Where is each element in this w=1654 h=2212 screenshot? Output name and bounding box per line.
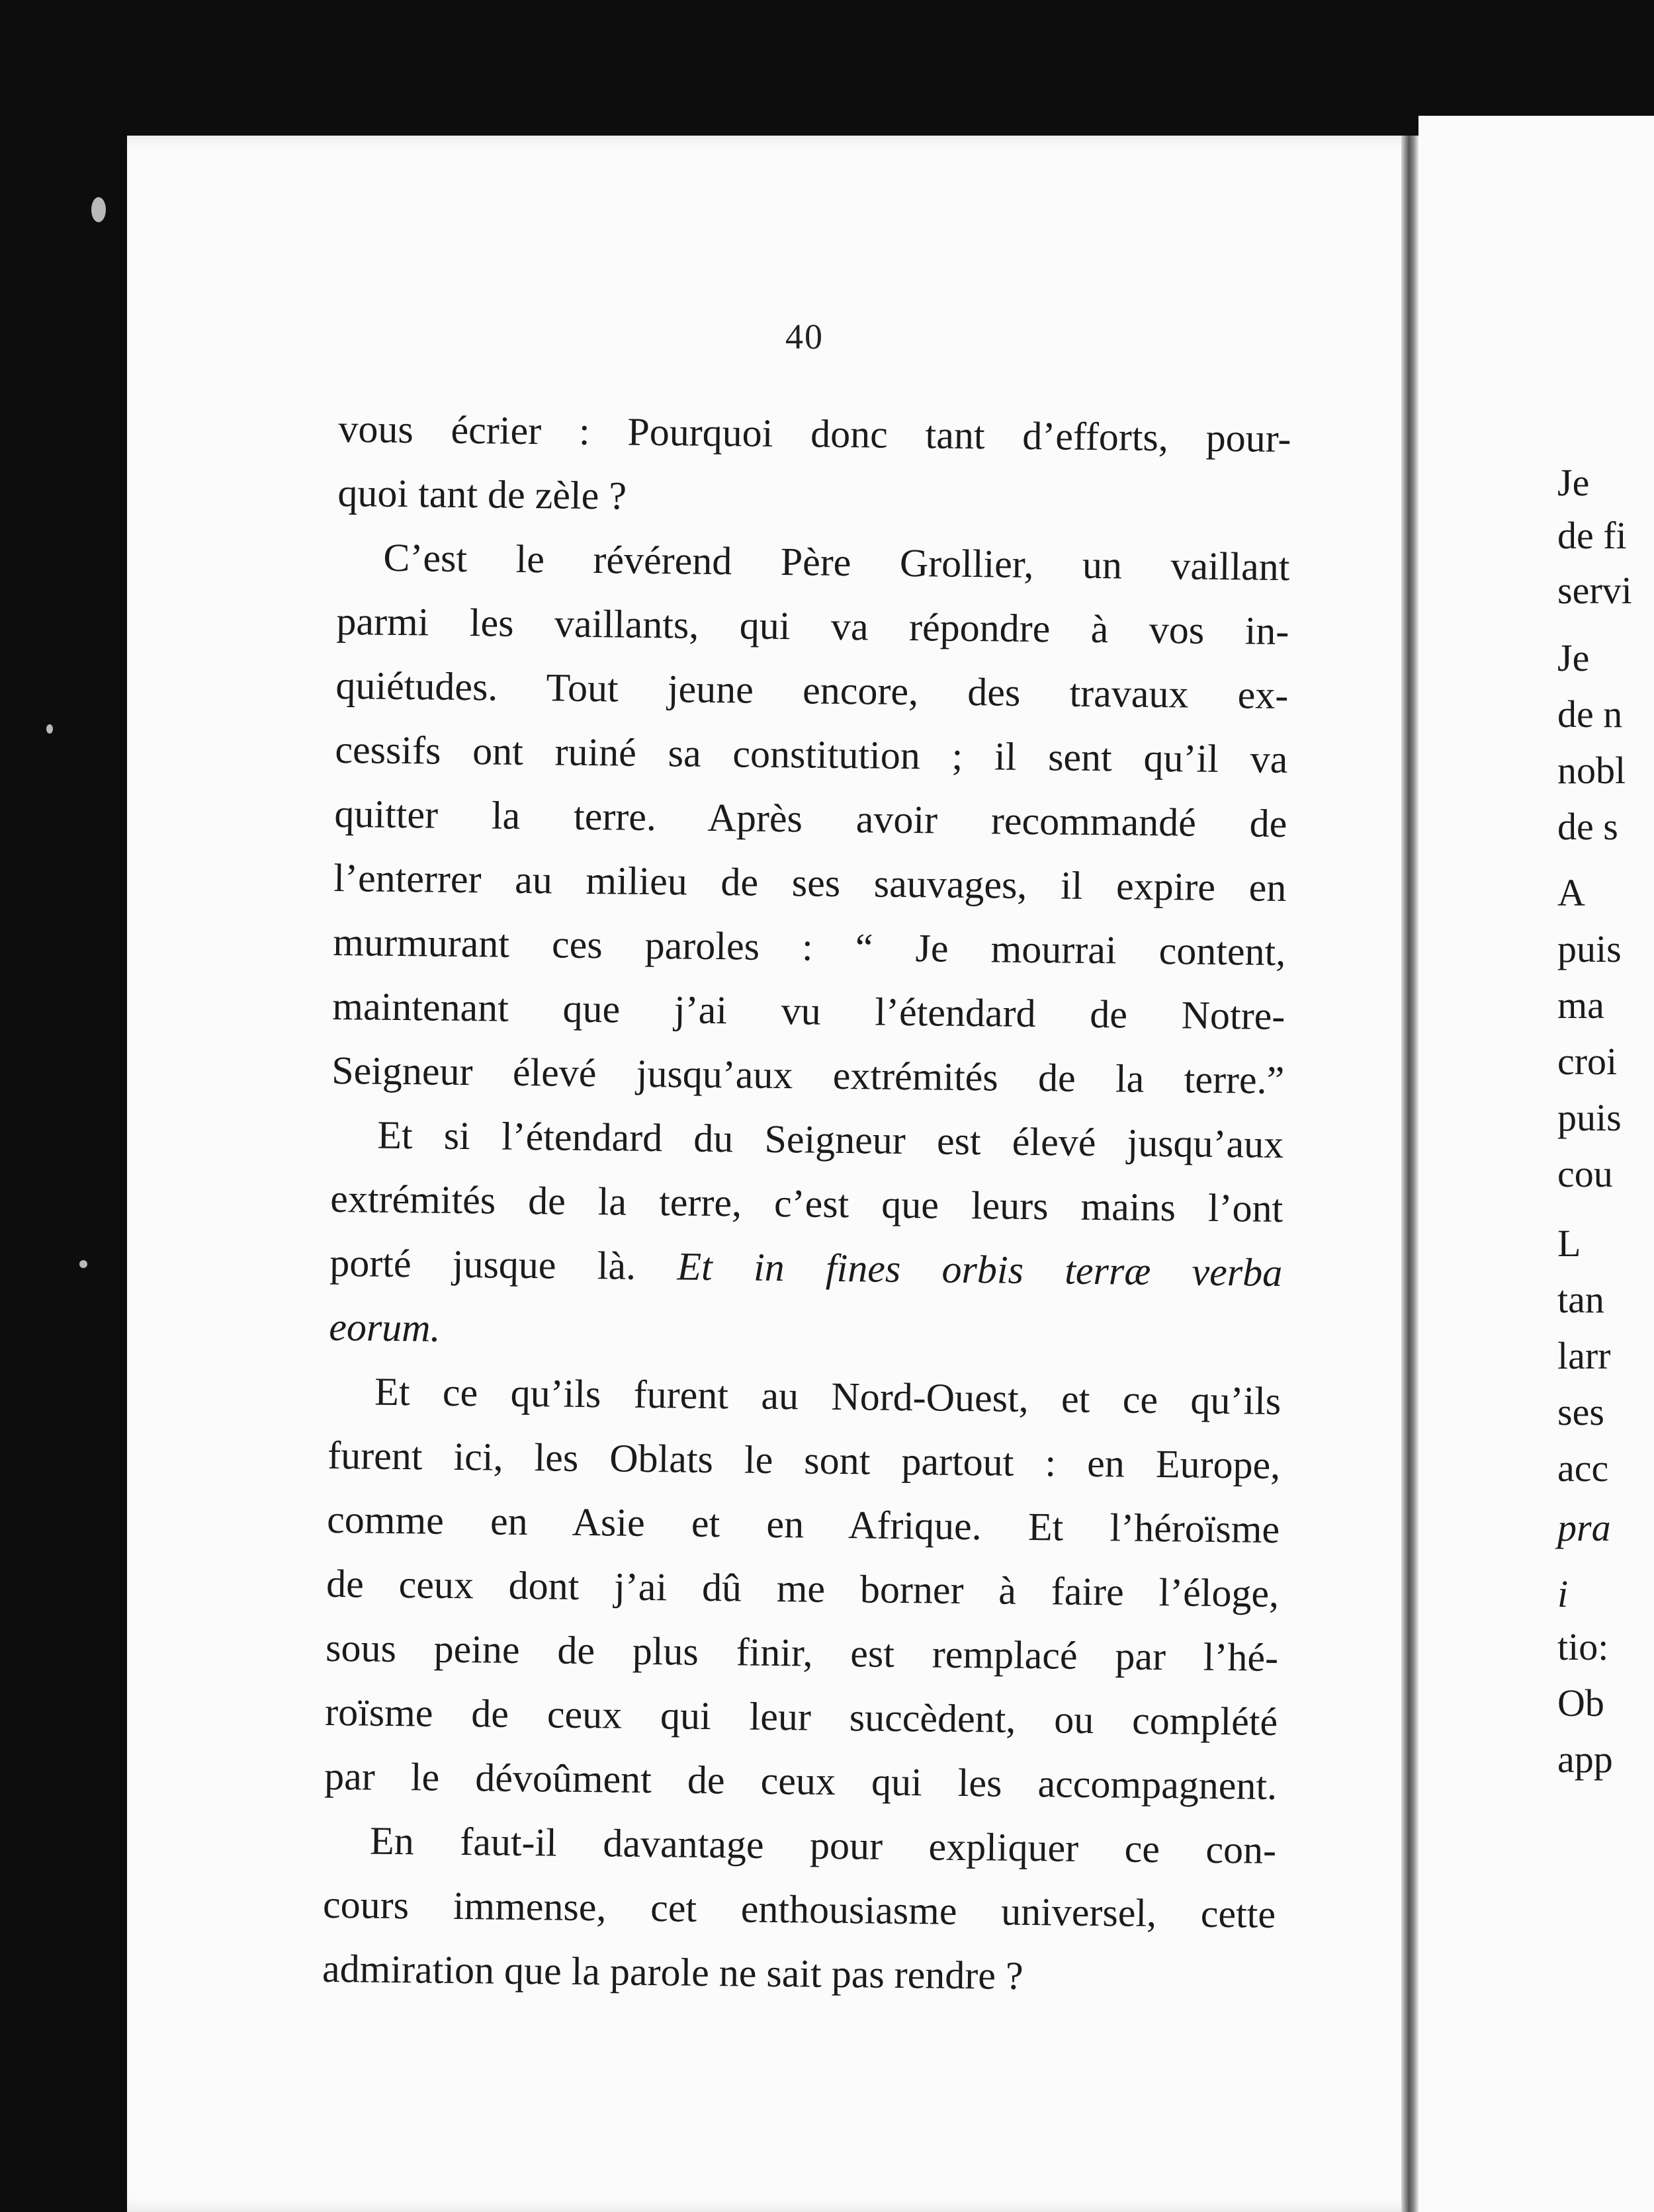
- text-line-content: Seigneur élevé jusqu’aux extrémités de la terre.”: [331, 1048, 1285, 1103]
- text-line: [326, 1616, 1279, 1690]
- text-line-content: quitter la terre. Après avoir recommandé de: [334, 791, 1287, 846]
- text-line: [326, 1552, 1280, 1626]
- right-book-page: [1418, 116, 1654, 2212]
- text-line-content: quoi tant de zèle ?: [337, 470, 627, 518]
- text-line-content: roïsme de ceux qui leur succèdent, ou complété: [324, 1689, 1278, 1744]
- book-gutter: [1401, 136, 1418, 2212]
- right-page-line-fragment: tio:: [1557, 1625, 1609, 1668]
- text-line-content: admiration que la parole ne sait pas rendre ?: [322, 1946, 1023, 1998]
- text-line: [338, 397, 1291, 471]
- right-page-line-fragment: Ob: [1557, 1681, 1604, 1724]
- scan-speck: [91, 197, 106, 222]
- text-line: [337, 461, 1291, 535]
- text-line: [327, 1488, 1280, 1562]
- text-line-content: Et ce qu’ils furent au Nord-Ouest, et ce qu’ils: [374, 1369, 1282, 1423]
- text-line-content: l’enterrer au milieu de ses sauvages, il expire en: [333, 855, 1287, 910]
- right-page-line-fragment: A: [1557, 871, 1585, 914]
- text-line: [331, 1103, 1284, 1177]
- latin-quotation: eorum.: [328, 1304, 441, 1350]
- right-page-line-fragment: croi: [1557, 1040, 1618, 1083]
- page-text-block: [322, 397, 1291, 2011]
- text-line-content: maintenant que j’ai vu l’étendard de Notre-: [332, 984, 1285, 1039]
- right-page-line-fragment: puis: [1557, 1096, 1622, 1139]
- text-line: [324, 1744, 1278, 1818]
- text-line: [329, 1231, 1283, 1305]
- right-page-line-fragment: L: [1557, 1222, 1581, 1265]
- right-page-line-fragment: de s: [1557, 805, 1618, 848]
- text-line: [331, 1039, 1285, 1113]
- right-page-line-fragment: pra: [1557, 1506, 1611, 1549]
- right-page-line-fragment: Je: [1557, 461, 1590, 504]
- right-page-line-fragment: tan: [1557, 1278, 1604, 1321]
- text-line: [325, 1680, 1278, 1754]
- right-page-line-fragment: ses: [1557, 1390, 1604, 1433]
- text-line-content: En faut-il davantage pour expliquer ce con-: [369, 1818, 1277, 1872]
- latin-quotation: Et in fines orbis terræ verba: [677, 1244, 1283, 1295]
- text-line: [335, 654, 1289, 728]
- text-line-content: comme en Asie et en Afrique. Et l’héroïsme: [326, 1497, 1280, 1551]
- right-page-line-fragment: larr: [1557, 1334, 1611, 1377]
- right-page-line-fragment: de n: [1557, 693, 1623, 736]
- right-page-line-fragment: nobl: [1557, 749, 1626, 792]
- right-page-line-fragment: ma: [1557, 984, 1604, 1027]
- text-line: [334, 782, 1287, 856]
- text-line: [327, 1424, 1281, 1498]
- text-line-content: par le dévoûment de ceux qui les accompagnent.: [324, 1754, 1278, 1808]
- text-line-content: porté jusque là.: [329, 1240, 636, 1288]
- text-line-content: extrémités de la terre, c’est que leurs mains l’ont: [329, 1176, 1284, 1231]
- right-page-line-fragment: acc: [1557, 1447, 1609, 1490]
- text-line-content: murmurant ces paroles : “ Je mourrai content,: [333, 919, 1286, 974]
- text-line: [335, 718, 1288, 792]
- right-page-line-fragment: cou: [1557, 1152, 1613, 1195]
- text-line-content: vous écrier : Pourquoi donc tant d’efforts, pour-: [338, 406, 1291, 461]
- text-line: [322, 1937, 1276, 2011]
- text-line-content: de ceux dont j’ai dû me borner à faire l’éloge,: [326, 1561, 1280, 1615]
- text-line: [328, 1359, 1282, 1433]
- text-line-content: C’est le révérend Père Grollier, un vaillant: [383, 535, 1290, 589]
- text-line-content: parmi les vaillants, qui va répondre à vos in-: [336, 599, 1289, 654]
- right-page-line-fragment: puis: [1557, 927, 1622, 970]
- text-line-content: cours immense, cet enthousiasme universel, cette: [322, 1882, 1276, 1936]
- text-line: [336, 589, 1289, 663]
- scan-speck: [46, 724, 53, 734]
- text-line-content: cessifs ont ruiné sa constitution ; il sent qu’il va: [335, 727, 1288, 782]
- text-line: [323, 1873, 1276, 1947]
- right-page-line-fragment: i: [1557, 1572, 1569, 1615]
- text-line: [333, 910, 1286, 984]
- right-page-line-fragment: Je: [1557, 636, 1590, 679]
- text-line-content: furent ici, les Oblats le sont partout : en Europe,: [327, 1433, 1281, 1487]
- page-number: 40: [785, 317, 824, 357]
- text-line-content: Et si l’étendard du Seigneur est élevé jusqu’aux: [376, 1113, 1284, 1167]
- text-line: [332, 974, 1285, 1048]
- text-line-content: sous peine de plus finir, est remplacé par l’hé-: [325, 1625, 1279, 1680]
- text-line: [337, 525, 1290, 599]
- text-line: [333, 846, 1287, 920]
- right-page-line-fragment: de fi: [1557, 514, 1627, 557]
- text-line: [324, 1808, 1277, 1883]
- scan-speck: [79, 1260, 87, 1268]
- text-line: [330, 1167, 1284, 1241]
- right-page-line-fragment: servi: [1557, 569, 1632, 612]
- text-line-content: quiétudes. Tout jeune encore, des travaux ex-: [335, 663, 1289, 718]
- right-page-line-fragment: app: [1557, 1738, 1613, 1781]
- text-line: [329, 1295, 1282, 1369]
